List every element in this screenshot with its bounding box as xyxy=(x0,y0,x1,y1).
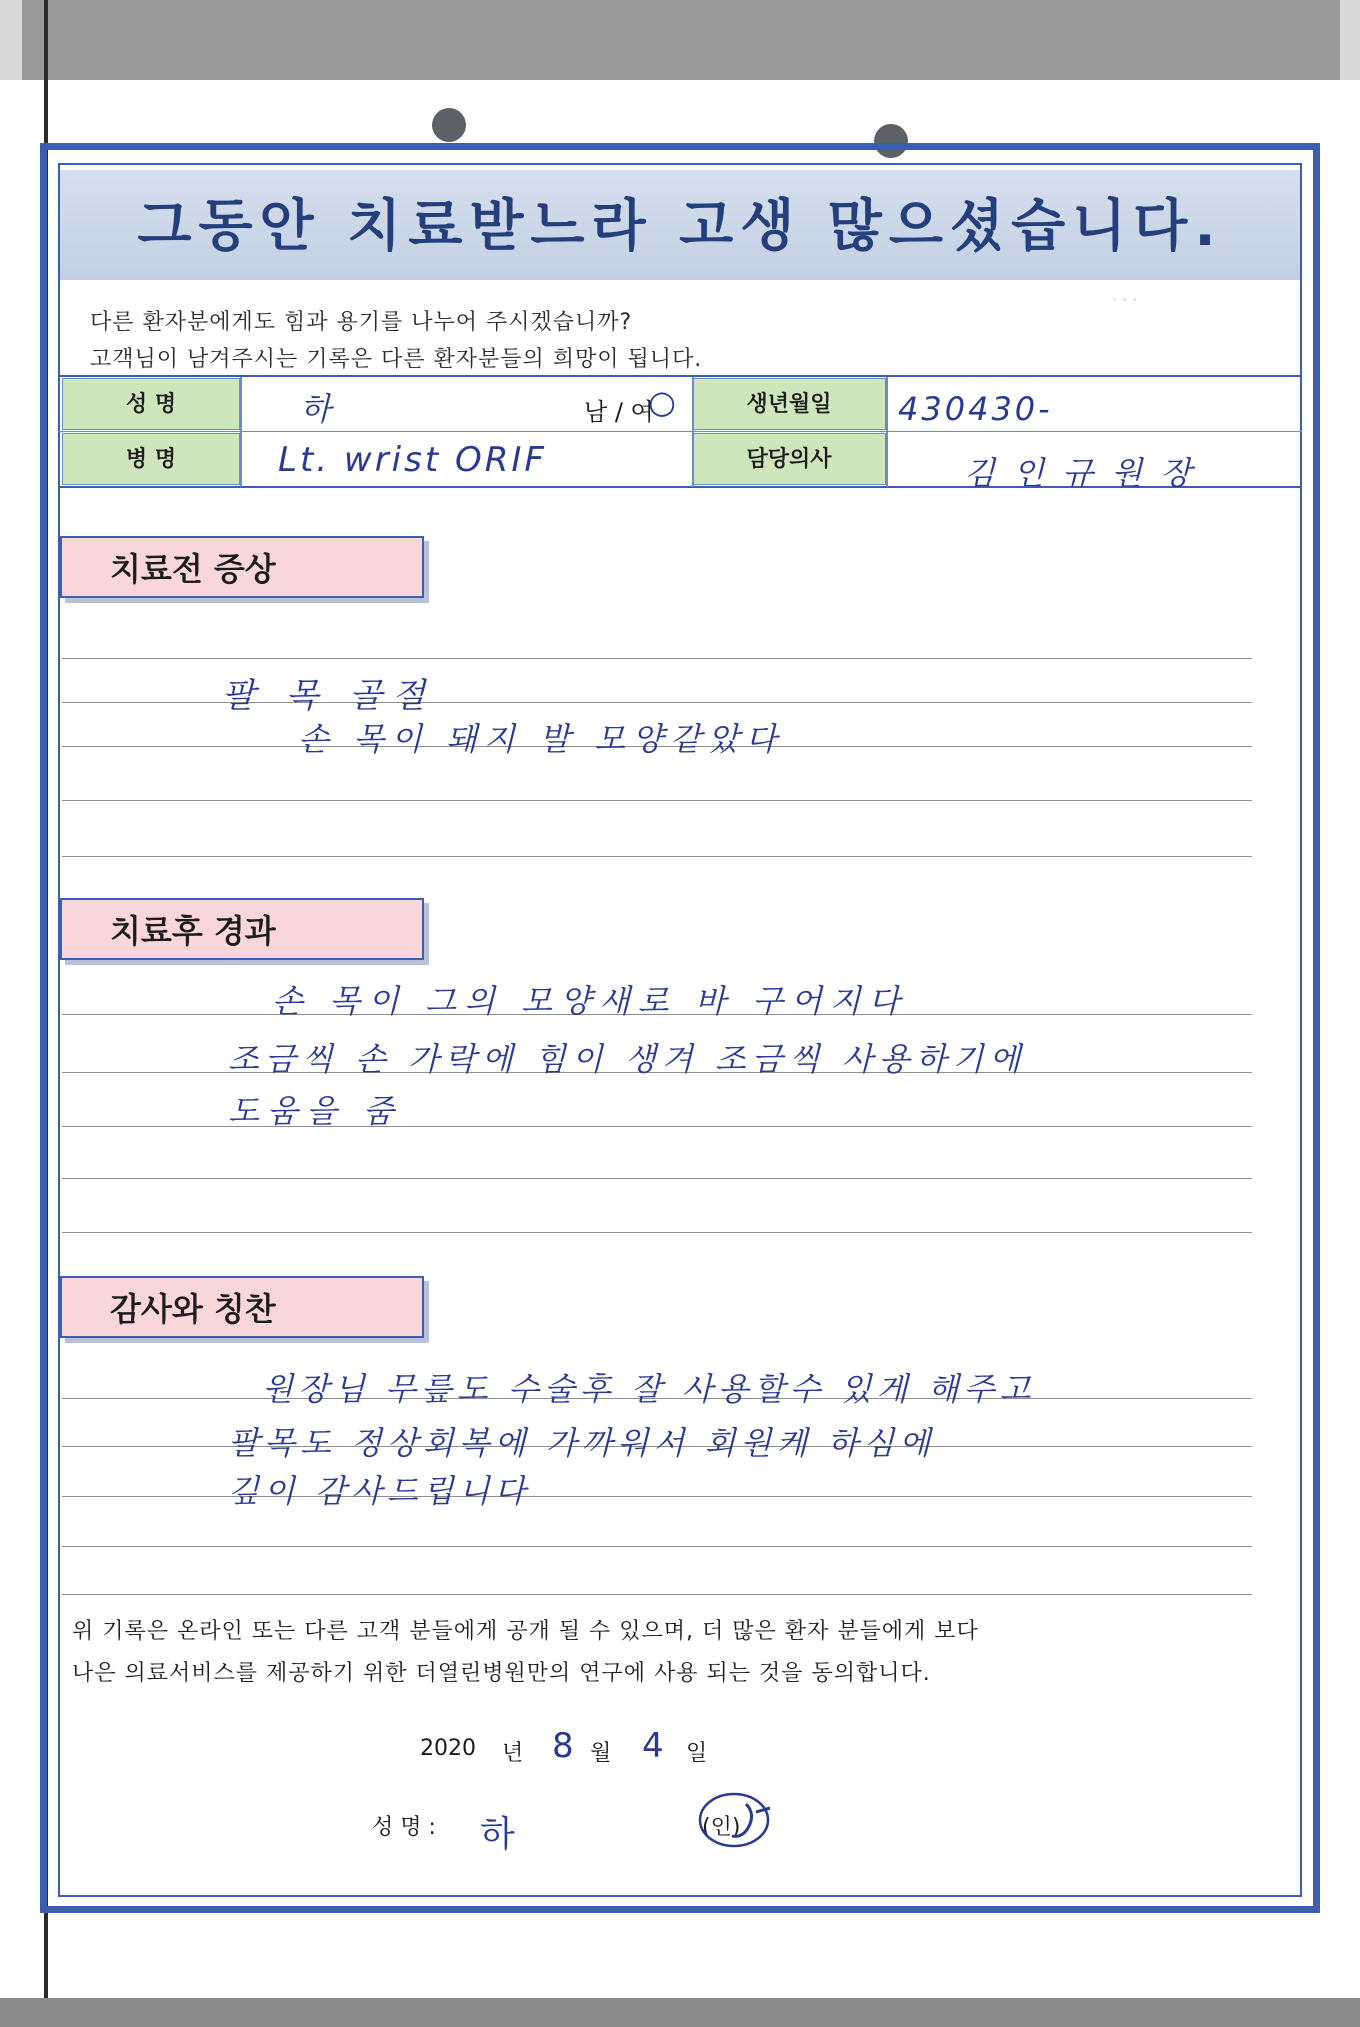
name-value: 하 xyxy=(300,390,331,428)
thanks-line-3: 깊이 감사드립니다 xyxy=(228,1472,531,1510)
date-month-label: 월 xyxy=(590,1741,612,1766)
after-line-2: 조금씩 손 가락에 힘이 생겨 조금씩 사용하기에 xyxy=(228,1040,1027,1078)
after-line-3: 도움을 줌 xyxy=(228,1092,402,1130)
thanks-line-2: 팔목도 정상회복에 가까워서 회원케 하심에 xyxy=(228,1424,936,1462)
rule xyxy=(62,800,1252,801)
thanks-line-1: 원장님 무릎도 수술후 잘 사용할수 있게 해주고 xyxy=(262,1370,1036,1408)
gender-label: 남 / 여 xyxy=(584,398,654,426)
diagnosis-value: Lt. wrist ORIF xyxy=(278,440,547,480)
after-line-1: 손 목이 그의 모양새로 바 구어지다 xyxy=(272,982,908,1020)
diagnosis-label-cell: 병 명 xyxy=(62,433,240,485)
scan-bottom-band xyxy=(0,1998,1360,2027)
info-grid-top-border xyxy=(58,375,1302,377)
date-day-label: 일 xyxy=(686,1741,708,1766)
rule xyxy=(62,1546,1252,1547)
doctor-label-cell: 담당의사 xyxy=(692,433,886,485)
intro-line-1: 다른 환자분에게도 힘과 용기를 나누어 주시겠습니까? xyxy=(90,310,633,335)
date-day: 4 xyxy=(642,1726,664,1766)
bleed-through-text: · · · xyxy=(1112,290,1138,309)
signature-value: 하 xyxy=(480,1814,515,1855)
date-year-label: 년 xyxy=(502,1741,524,1766)
info-grid-vline-3 xyxy=(886,377,888,487)
info-grid-row-divider xyxy=(58,431,1302,432)
name-label-cell: 성 명 xyxy=(62,378,240,430)
consent-line-1: 위 기록은 온라인 또는 다른 고객 분들에게 공개 될 수 있으며, 더 많은 환자 분들에게 보다 xyxy=(72,1619,979,1644)
seal-mark xyxy=(694,1790,784,1852)
info-grid-vline-2 xyxy=(692,377,694,487)
scan-top-band-inner xyxy=(22,0,1340,80)
seal-label: (인) xyxy=(702,1815,741,1840)
gender-mark: ○ xyxy=(648,383,676,421)
rule xyxy=(62,1594,1252,1595)
rule xyxy=(62,1178,1252,1179)
punch-hole-left xyxy=(432,108,466,142)
page-title: 그동안 치료받느라 고생 많으셨습니다. xyxy=(137,194,1223,259)
doctor-value: 김 인 규 원 장 xyxy=(964,454,1196,492)
info-grid-vline-1 xyxy=(240,377,242,487)
birth-label-cell: 생년월일 xyxy=(692,378,886,430)
before-line-1: 팔 목 골절 xyxy=(222,676,435,716)
intro-line-2: 고객님이 남겨주시는 기록은 다른 환자분들의 희망이 됩니다. xyxy=(90,347,703,372)
date-year: 2020 xyxy=(420,1736,476,1761)
rule xyxy=(62,856,1252,857)
before-line-2: 손 목이 돼지 발 모양같았다 xyxy=(298,720,784,758)
consent-line-2: 나은 의료서비스를 제공하기 위한 더열린병원만의 연구에 사용 되는 것을 동의합니다. xyxy=(72,1661,931,1686)
section-after-title: 치료후 경과 xyxy=(60,898,424,960)
section-thanks-title: 감사와 칭찬 xyxy=(60,1276,424,1338)
date-month: 8 xyxy=(552,1726,574,1766)
birth-value: 430430- xyxy=(898,390,1053,428)
rule xyxy=(62,1232,1252,1233)
signature-label: 성 명 : xyxy=(372,1815,436,1840)
rule xyxy=(62,658,1252,659)
section-before-title: 치료전 증상 xyxy=(60,536,424,598)
